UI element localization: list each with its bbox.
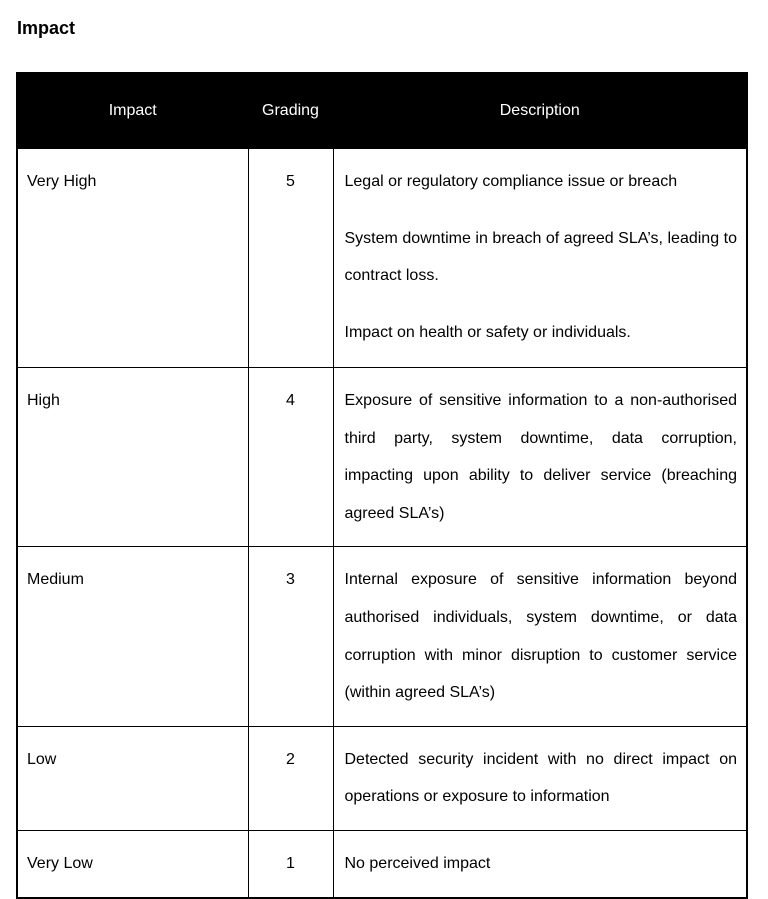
grading-cell: 4 bbox=[248, 368, 333, 547]
table-row bbox=[17, 547, 747, 726]
description-paragraph: Impact on health or safety or individuals. bbox=[344, 323, 631, 341]
table-row bbox=[17, 149, 747, 368]
description-paragraph: No perceived impact bbox=[344, 854, 491, 872]
table-header-impact: Impact bbox=[17, 73, 248, 149]
description-cell bbox=[333, 726, 747, 830]
page-title: Impact bbox=[17, 18, 76, 38]
impact-cell: Very High bbox=[17, 149, 248, 368]
description-paragraph: Exposure of sensitive information to a non-authorised third party, system downtime, data corruption, impacting upon ability to deliver service (breaching agreed SLA’s) bbox=[344, 392, 737, 522]
impact-grading-table bbox=[16, 72, 748, 899]
impact-cell: High bbox=[17, 368, 248, 547]
description-cell bbox=[333, 149, 747, 368]
table-row bbox=[17, 726, 747, 830]
description-cell bbox=[333, 547, 747, 726]
description-paragraph: Internal exposure of sensitive information beyond authorised individuals, system downtime, or data corruption with minor disruption to customer service (within agreed SLA’s) bbox=[344, 571, 737, 702]
description-paragraph: Legal or regulatory compliance issue or breach bbox=[344, 173, 678, 190]
grading-cell: 1 bbox=[248, 830, 333, 897]
table-row bbox=[17, 368, 747, 547]
grading-cell: 5 bbox=[248, 149, 333, 368]
description-paragraph: System downtime in breach of agreed SLA’s, leading to contract loss. bbox=[344, 229, 737, 285]
table-header-row bbox=[17, 73, 747, 149]
description-cell bbox=[333, 830, 747, 897]
description-cell bbox=[333, 368, 747, 547]
grading-cell: 2 bbox=[248, 726, 333, 830]
grading-cell: 3 bbox=[248, 547, 333, 726]
table-row bbox=[17, 830, 747, 897]
impact-cell: Low bbox=[17, 726, 248, 830]
table-header-grading: Grading bbox=[248, 73, 333, 149]
impact-cell: Medium bbox=[17, 547, 248, 726]
impact-cell: Very Low bbox=[17, 830, 248, 897]
table-header-description: Description bbox=[333, 73, 747, 149]
description-paragraph: Detected security incident with no direct impact on operations or exposure to information bbox=[344, 750, 737, 806]
